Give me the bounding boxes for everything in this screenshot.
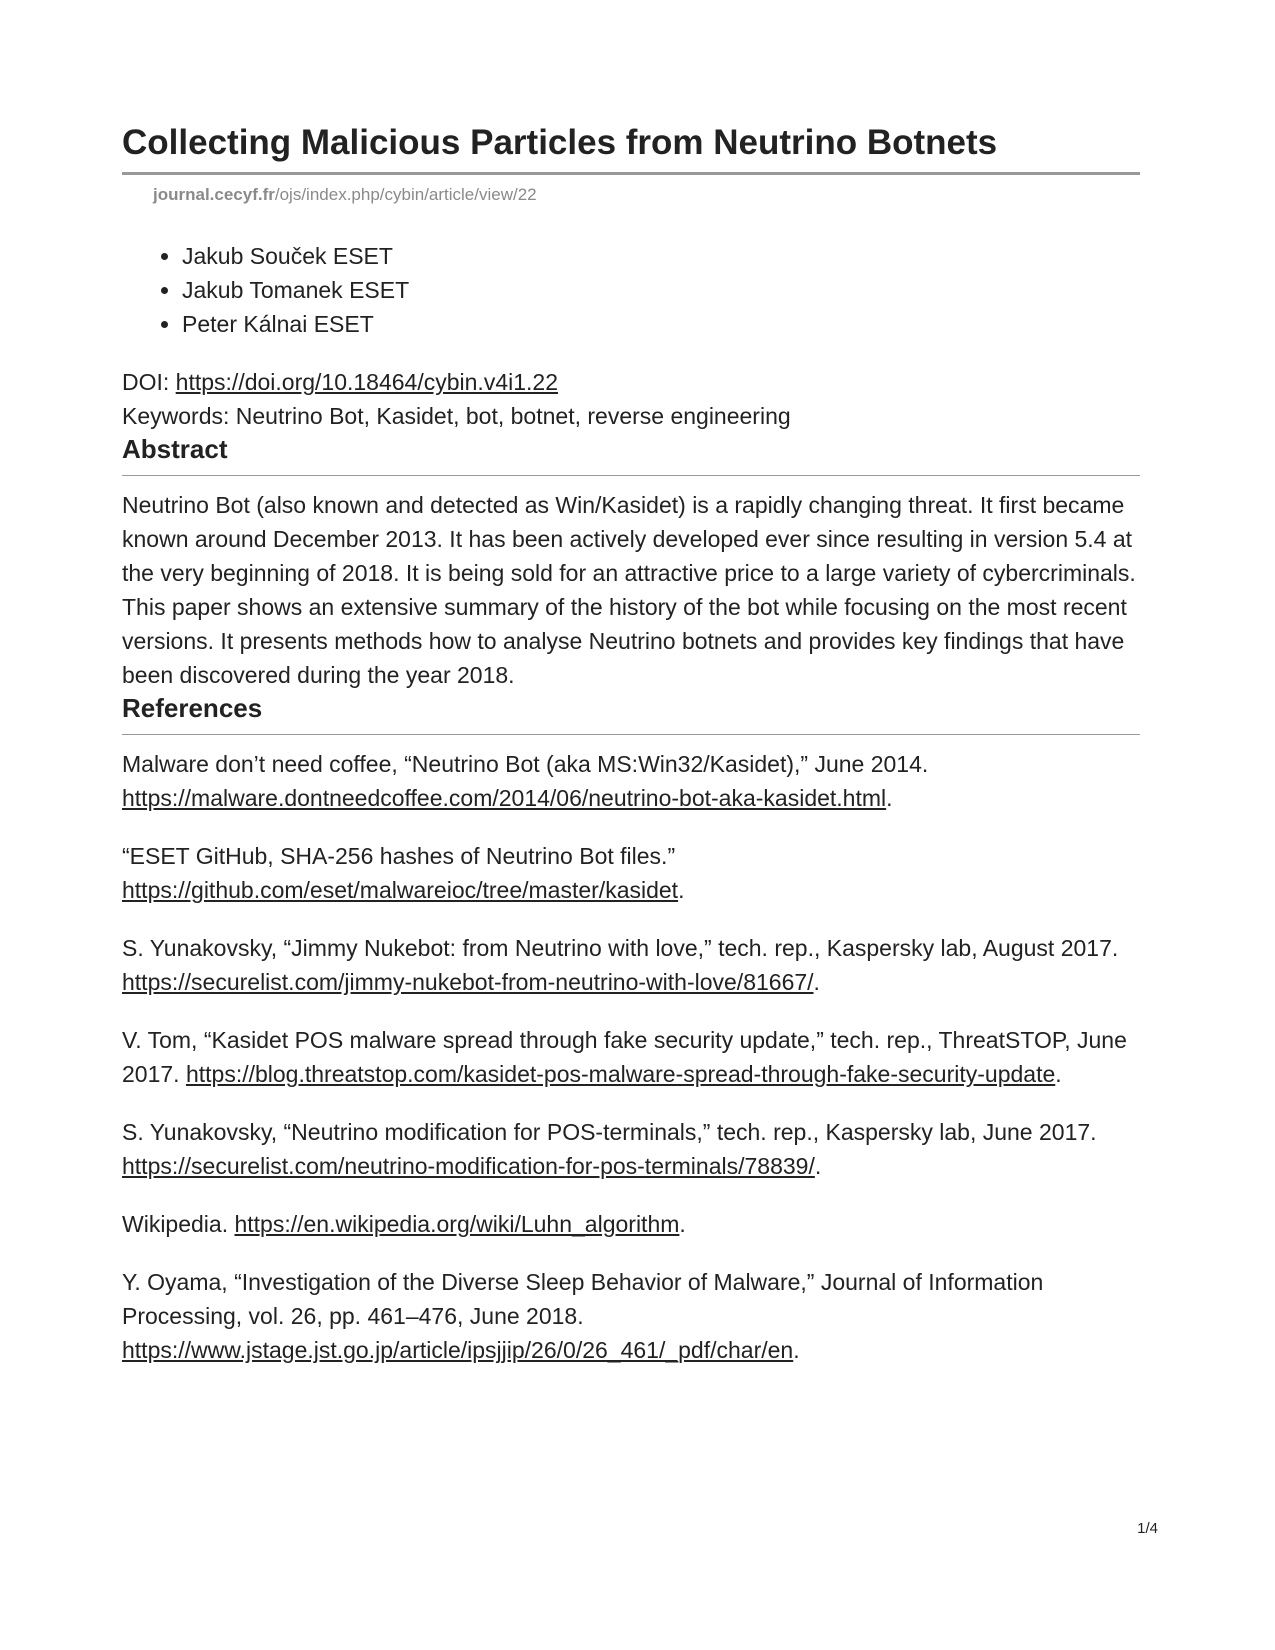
document-page: [122, 122, 1140, 1391]
author-item: • Jakub Tomanek ESET: [182, 273, 1140, 307]
doi-line: [122, 365, 1140, 399]
abstract-heading: Abstract: [122, 433, 1140, 476]
reference-suffix: .: [1055, 1060, 1062, 1087]
reference-link[interactable]: https://malware.dontneedcoffee.com/2014/06/neutrino-bot-aka-kasidet.html: [122, 784, 887, 811]
abstract-body: [122, 488, 1140, 692]
page-title: Collecting Malicious Particles from Neutrino Botnets: [122, 122, 1140, 175]
reference-link[interactable]: https://securelist.com/jimmy-nukebot-from-neutrino-with-love/81667/: [122, 968, 814, 995]
reference-text: Malware don’t need coffee, “Neutrino Bot (aka MS:Win32/Kasidet),” June 2014.: [122, 750, 929, 777]
reference-text: Y. Oyama, “Investigation of the Diverse Sleep Behavior of Malware,” Journal of Information Processing, vol. 26, pp. 461–476, June 2018.: [122, 1268, 1044, 1329]
reference-item: [122, 1023, 1140, 1091]
page-number: 1/4: [1137, 1520, 1158, 1537]
reference-item: [122, 931, 1140, 999]
reference-suffix: .: [793, 1336, 800, 1363]
references-heading: References: [122, 692, 1140, 735]
article-meta: [122, 365, 1140, 433]
reference-suffix: .: [679, 1210, 686, 1237]
reference-suffix: .: [813, 968, 820, 995]
reference-text: “ESET GitHub, SHA-256 hashes of Neutrino Bot files.”: [122, 842, 676, 869]
author-list: [122, 239, 1140, 341]
reference-link[interactable]: https://github.com/eset/malwareioc/tree/master/kasidet: [122, 876, 679, 903]
reference-link[interactable]: https://www.jstage.jst.go.jp/article/ipsjjip/26/0/26_461/_pdf/char/en: [122, 1336, 794, 1363]
reference-text: S. Yunakovsky, “Neutrino modification for POS-terminals,” tech. rep., Kaspersky lab, June 2017.: [122, 1118, 1097, 1145]
reference-item: [122, 1207, 1140, 1241]
reference-link[interactable]: https://en.wikipedia.org/wiki/Luhn_algorithm: [234, 1210, 680, 1237]
abstract-paragraph: Neutrino Bot (also known and detected as Win/Kasidet) is a rapidly changing threat. It first became known around December 2013. It has been actively developed ever since resulting in version 5.4 at the very beginning of 2018. It is being sold for an attractive price to a large variety of cybercriminals.: [122, 492, 1136, 587]
reference-item: [122, 839, 1140, 907]
reference-link[interactable]: https://securelist.com/neutrino-modification-for-pos-terminals/78839/: [122, 1152, 815, 1179]
author-item: • Jakub Souček ESET: [182, 239, 1140, 273]
reference-item: [122, 747, 1140, 815]
reference-suffix: .: [678, 876, 685, 903]
reference-text: S. Yunakovsky, “Jimmy Nukebot: from Neutrino with love,” tech. rep., Kaspersky lab, August 2017.: [122, 934, 1119, 961]
reference-item: [122, 1265, 1140, 1367]
reference-item: [122, 1115, 1140, 1183]
source-domain: journal.cecyf.fr: [153, 185, 275, 204]
keywords-line: Keywords: Neutrino Bot, Kasidet, bot, botnet, reverse engineering: [122, 403, 791, 430]
source-url: [153, 185, 1140, 205]
reference-link[interactable]: https://blog.threatstop.com/kasidet-pos-malware-spread-through-fake-security-update: [185, 1060, 1056, 1087]
source-path: /ojs/index.php/cybin/article/view/22: [274, 185, 537, 204]
author-item: • Peter Kálnai ESET: [182, 307, 1140, 341]
doi-label: DOI:: [122, 369, 176, 396]
reference-suffix: .: [886, 784, 893, 811]
reference-text: V. Tom, “Kasidet POS malware spread through fake security update,” tech. rep., ThreatSTOP, June 2017.: [122, 1026, 1127, 1087]
abstract-paragraph: This paper shows an extensive summary of the history of the bot while focusing on the most recent versions. It presents methods how to analyse Neutrino botnets and provides key findings that have been discovered during the year 2018.: [122, 594, 1127, 689]
reference-suffix: .: [814, 1152, 822, 1179]
reference-list: [122, 747, 1140, 1367]
reference-text: Wikipedia.: [122, 1210, 235, 1237]
doi-link[interactable]: https://doi.org/10.18464/cybin.v4i1.22: [175, 369, 558, 396]
